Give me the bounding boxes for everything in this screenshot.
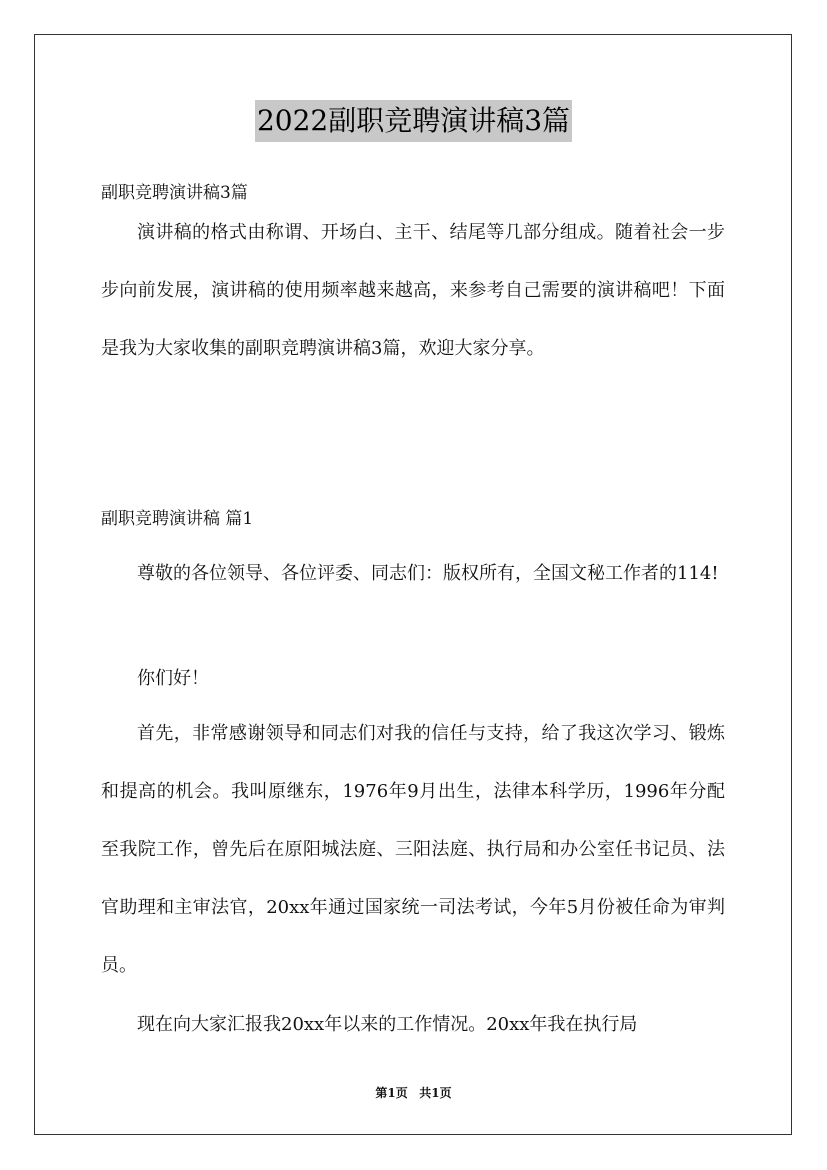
body-paragraph-3: 首先，非常感谢领导和同志们对我的信任与支持，给了我这次学习、锻炼和提高的机会。我叫原继东，1976年9月出生，法律本科学历，1996年分配至我院工作，曾先后在原阳城法庭、三阳法庭、执行局和办公室任书记员、法官助理和主审法官，20xx年通过国家统一司法考试，今年5月份被任命为审判员。 — [101, 723, 725, 976]
title-container — [0, 100, 827, 142]
body-paragraph-4: 现在向大家汇报我20xx年以来的工作情况。20xx年我在执行局 — [137, 1014, 638, 1035]
body-paragraph-1: 尊敬的各位领导、各位评委、同志们：版权所有，全国文秘工作者的114! — [137, 563, 719, 584]
total-pages: 共1页 — [419, 1086, 452, 1100]
document-subtitle: 副职竞聘演讲稿3篇 — [101, 183, 248, 203]
page-number: 第1页 — [375, 1086, 408, 1100]
section-heading: 副职竞聘演讲稿 篇1 — [101, 509, 254, 529]
document-title: 2022副职竞聘演讲稿3篇 — [255, 100, 572, 142]
body-paragraph-2: 你们好！ — [137, 668, 209, 689]
intro-paragraph: 演讲稿的格式由称谓、开场白、主干、结尾等几部分组成。随着社会一步步向前发展，演讲稿的使用频率越来越高，来参考自己需要的演讲稿吧！下面是我为大家收集的副职竞聘演讲稿3篇，欢迎大家分享。 — [101, 222, 725, 359]
page-footer — [0, 1084, 827, 1102]
